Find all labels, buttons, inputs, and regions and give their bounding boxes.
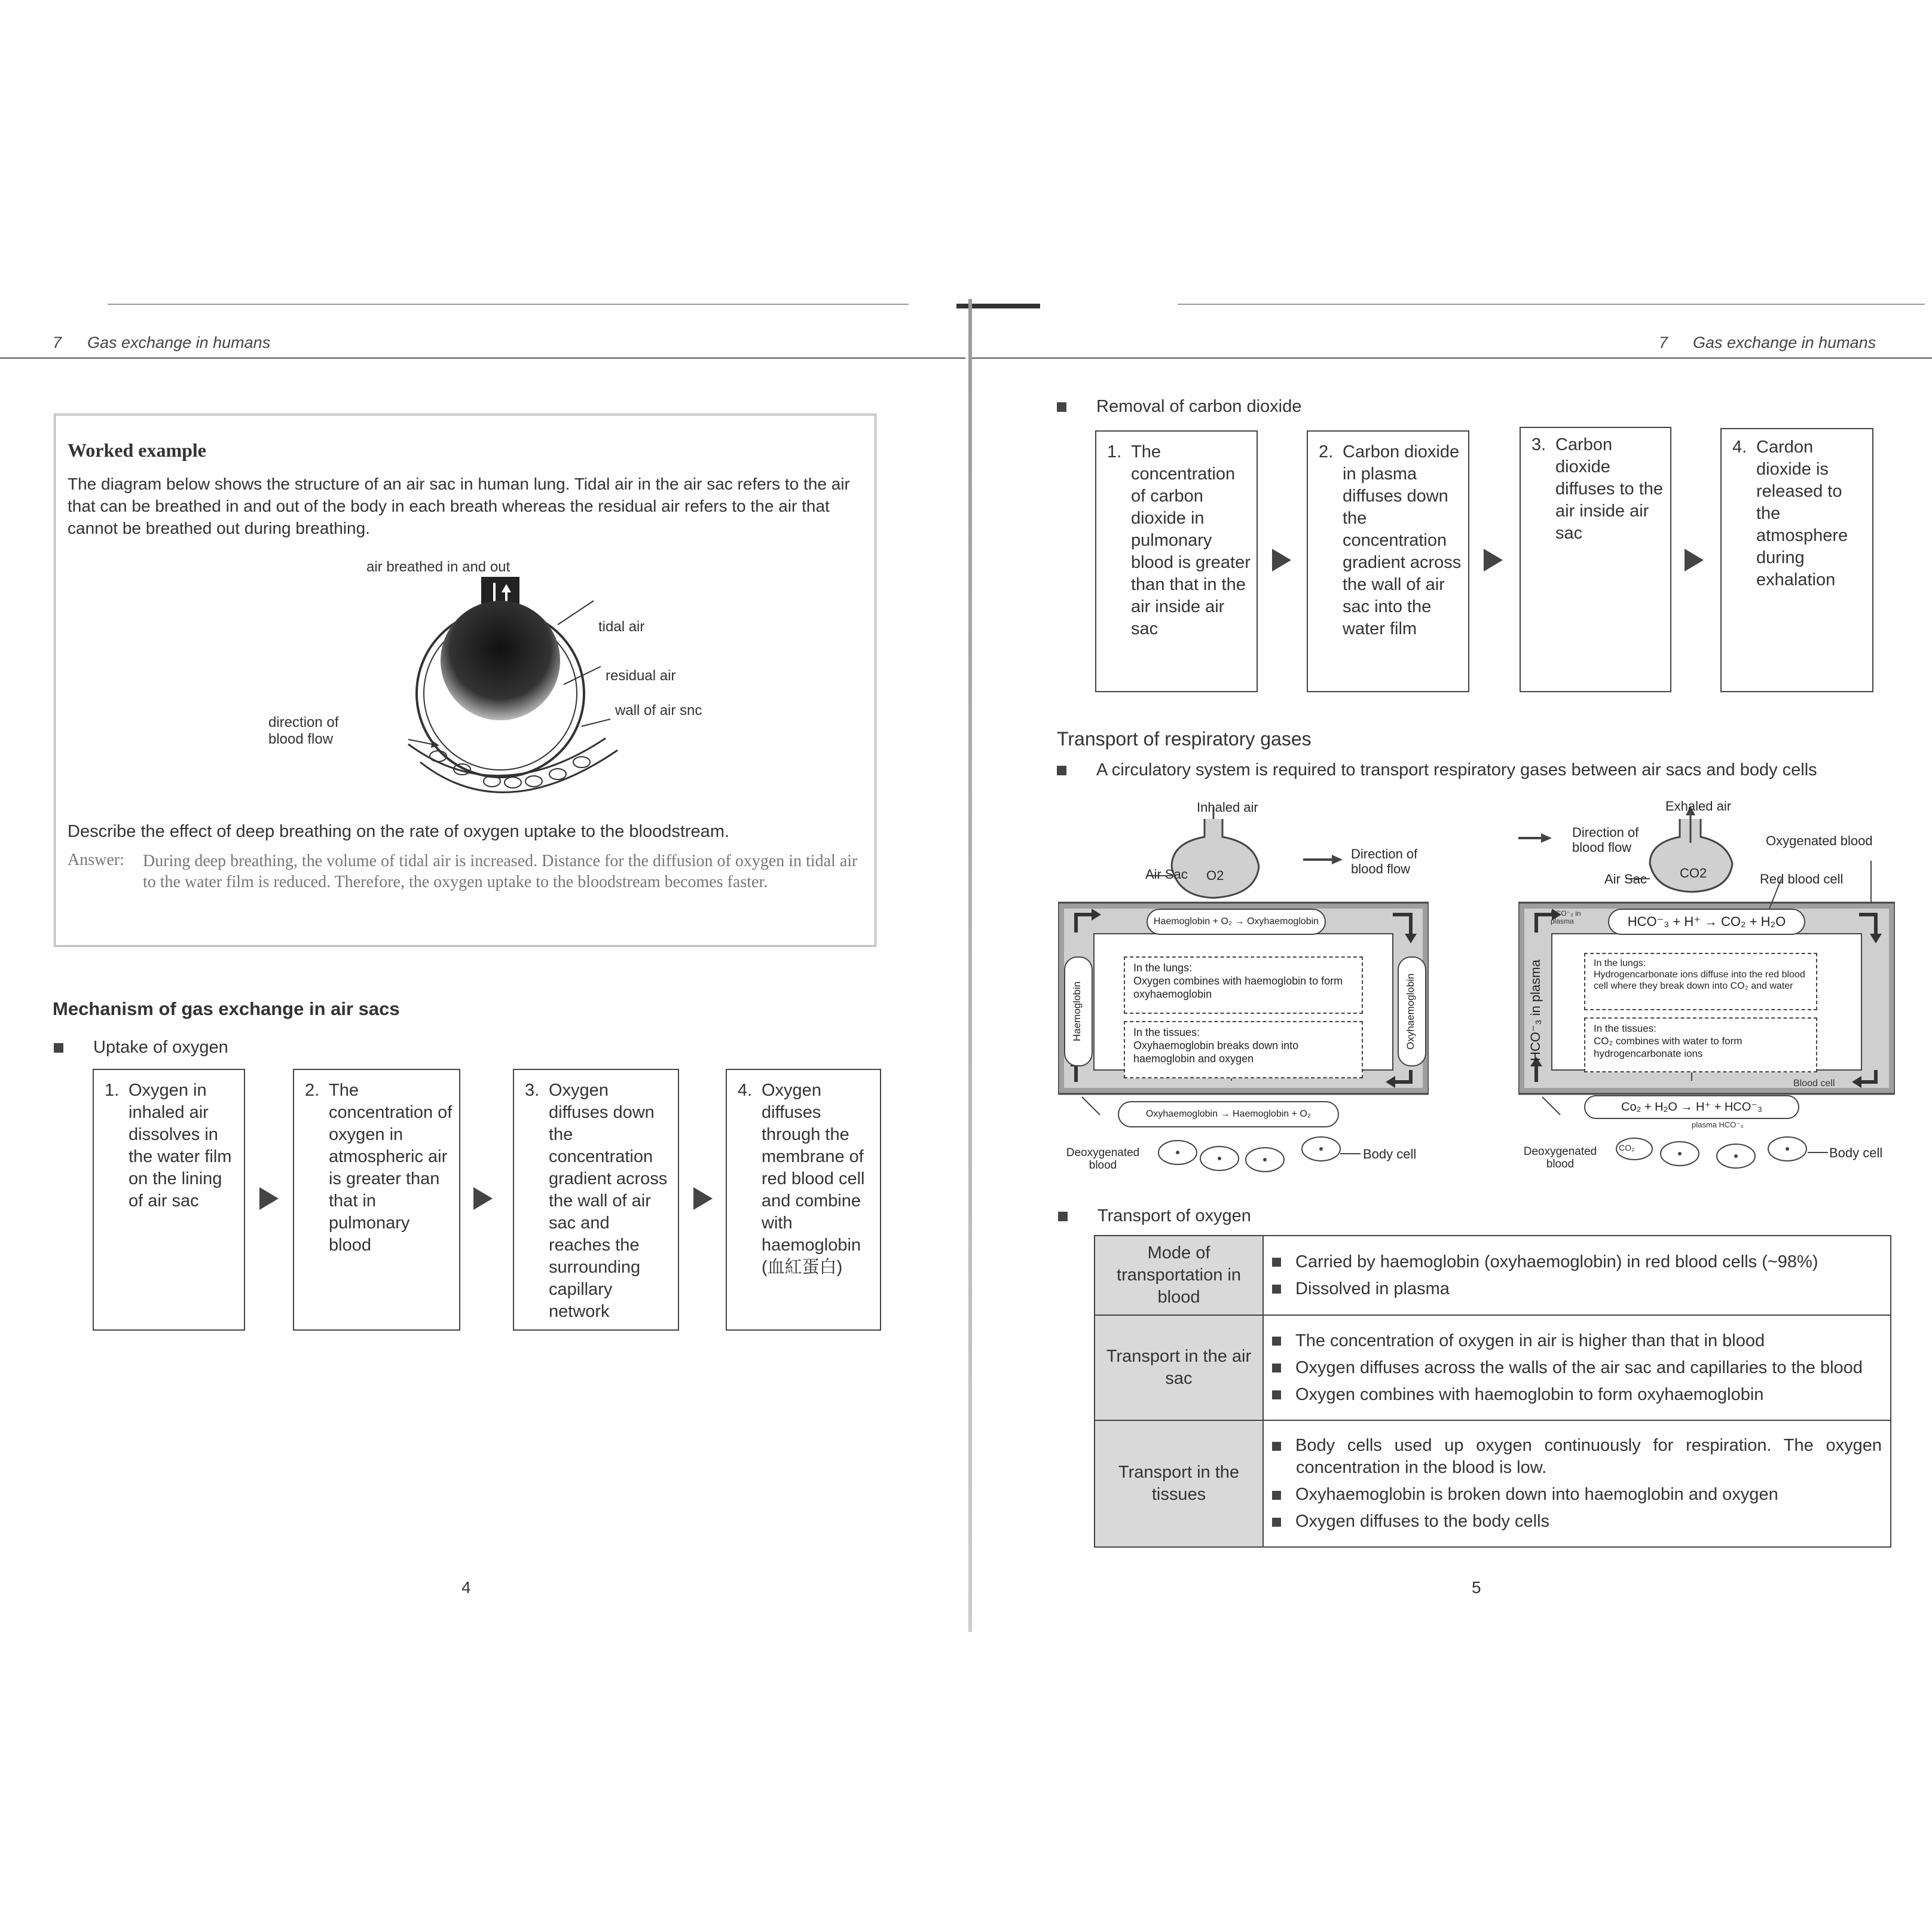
uptake-step-4: 4. Oxygen diffuses through the membrane of red blood cell and combine with haemoglobin (血紅蛋白) xyxy=(726,1069,881,1331)
row-header: Transport in the air sac xyxy=(1095,1315,1263,1420)
label-tidal-air: tidal air xyxy=(598,619,645,635)
eq-hco3-to-co2: HCO⁻₃ + H⁺ → CO₂ + H₂O xyxy=(1608,909,1805,935)
label-hco3-in-plasma-vertical: HCO⁻₃ in plasma xyxy=(1528,959,1543,1061)
removal-step-1: 1. The concentration of carbon dioxide in pulmonary blood is greater than that in the air inside air sac xyxy=(1095,430,1258,692)
label-co2: CO2 xyxy=(1680,866,1707,881)
label-wall-air-sac: wall of air snc xyxy=(615,702,702,719)
page-number-right: 5 xyxy=(1472,1578,1481,1597)
worked-question: Describe the effect of deep breathing on the rate of oxygen uptake to the bloodstream. xyxy=(68,822,730,841)
label-deoxygenated-blood-right: Deoxygenated blood xyxy=(1523,1145,1597,1170)
label-air-breathed: air breathed in and out xyxy=(366,559,510,575)
lungs-note-right: In the lungs: Hydrogencarbonate ions diffuse into the red blood cell where they break down into CO₂ and water xyxy=(1584,953,1817,1010)
worked-answer: During deep breathing, the volume of tidal air is increased. Distance for the diffusion of oxygen in tidal air to the water film is reduced. Therefore, the oxygen uptake to the bloodstream becomes faster. xyxy=(143,852,858,891)
label-oxyhaemoglobin-vertical: Oxyhaemoglobin xyxy=(1398,956,1426,1066)
table-row xyxy=(1095,1315,1891,1420)
label-body-cell-right: Body cell xyxy=(1829,1145,1883,1160)
lungs-note: In the lungs: Oxygen combines with haemoglobin to form oxyhaemoglobin xyxy=(1124,956,1363,1014)
removal-step-4: 4. Cardon dioxide is released to the atmosphere during exhalation xyxy=(1720,428,1873,692)
tissues-note: In the tissues: Oxyhaemoglobin breaks down into haemoglobin and oxygen xyxy=(1124,1021,1363,1078)
label-red-blood-cell: Red blood cell xyxy=(1760,872,1844,886)
row-body: Carried by haemoglobin (oxyhaemoglobin) in red blood cells (~98%) Dissolved in plasma xyxy=(1263,1236,1891,1315)
label-haemoglobin-vertical: Haemoglobin xyxy=(1064,956,1093,1066)
arrow-right-icon xyxy=(1272,549,1291,571)
header-chapter-num: 7 xyxy=(53,334,62,351)
label-exhaled-air: Exhaled air xyxy=(1665,799,1732,814)
label-o2: O2 xyxy=(1206,868,1224,883)
table-row xyxy=(1095,1236,1891,1315)
worked-example-box xyxy=(54,414,876,947)
label-blood-flow: direction of blood flow xyxy=(268,714,339,747)
removal-step-3: 3. Carbon dioxide diffuses to the air inside air sac xyxy=(1520,427,1671,692)
label-air-sac: Air Sac xyxy=(1145,867,1188,882)
uptake-step-1: 1. Oxygen in inhaled air dissolves in the water film on the lining of air sac xyxy=(93,1069,245,1331)
tissues-note-right: In the tissues: CO₂ combines with water to form hydrogencarbonate ions xyxy=(1584,1017,1817,1072)
air-sac-diagram xyxy=(235,547,773,810)
label-co2-small: CO₂ xyxy=(1619,1143,1635,1153)
transport-bullet: A circulatory system is required to transport respiratory gases between air sacs and body cells xyxy=(1057,760,1817,780)
header-chapter-title-right: Gas exchange in humans xyxy=(1693,334,1876,351)
label-body-cell: Body cell xyxy=(1363,1147,1417,1161)
worked-example-text: The diagram below shows the structure of an air sac in human lung. Tidal air in the air sac refers to the air that can be breathed in and out of the body in each breath whereas the residual air refers to the air that cannot be breathed out during breathing. xyxy=(68,475,850,537)
label-hco3-plasma-small: HCO⁻₃ in plasma xyxy=(1551,909,1581,925)
table-row xyxy=(1095,1420,1891,1547)
transport-title: Transport of respiratory gases xyxy=(1057,728,1312,750)
arrow-right-icon xyxy=(693,1187,713,1210)
row-body: Body cells used up oxygen continuously for respiration. The oxygen concentration in the blood is low. Oxyhaemoglobin is broken down into haemoglobin and oxygen Oxygen diffuses to the body cells xyxy=(1263,1420,1891,1547)
label-residual-air: residual air xyxy=(606,668,676,684)
uptake-step-3: 3. Oxygen diffuses down the concentration gradient across the wall of air sac and reaches the surrounding capillary network xyxy=(513,1069,679,1331)
oxygen-transport-diagram xyxy=(1058,795,1429,1178)
arrow-right-icon xyxy=(1484,549,1503,571)
label-deoxygenated-blood: Deoxygenated blood xyxy=(1066,1147,1140,1172)
worked-example-title: Worked example xyxy=(68,439,206,461)
header-chapter-num-right: 7 xyxy=(1659,334,1668,351)
oxygen-transport-heading: Transport of oxygen xyxy=(1058,1206,1251,1226)
row-header: Mode of transportation in blood xyxy=(1095,1236,1263,1315)
eq-co2-to-hco3: Co₂ + H₂O → H⁺ + HCO⁻₃ xyxy=(1584,1095,1799,1119)
label-direction-blood-flow: Direction of blood flow xyxy=(1351,846,1418,876)
co2-transport-diagram xyxy=(1518,795,1895,1178)
pill-oxy-to-haemoglobin: Oxyhaemoglobin → Haemoglobin + O₂ xyxy=(1118,1101,1339,1127)
label-direction-blood-flow-right: Direction of blood flow xyxy=(1572,825,1639,855)
arrow-right-icon xyxy=(473,1187,493,1210)
page-number-left: 4 xyxy=(461,1578,471,1597)
row-header: Transport in the tissues xyxy=(1095,1420,1263,1547)
arrow-right-icon xyxy=(1685,549,1704,571)
arrow-right-icon xyxy=(259,1187,279,1210)
pill-haemoglobin-to-oxy: Haemoglobin + O₂ → Oxyhaemoglobin xyxy=(1147,909,1326,935)
label-inhaled-air: Inhaled air xyxy=(1197,800,1258,815)
header-chapter-title: Gas exchange in humans xyxy=(87,334,271,351)
oxygen-transport-table xyxy=(1094,1235,1891,1548)
row-body: The concentration of oxygen in air is higher than that in blood Oxygen diffuses across the walls of the air sac and capillaries to the blood Oxygen combines with haemoglobin to form oxyhaemoglobin xyxy=(1263,1315,1891,1420)
uptake-step-2: 2. The concentration of oxygen in atmospheric air is greater than that in pulmonary blood xyxy=(293,1069,460,1331)
label-blood-cell: Blood cell xyxy=(1793,1078,1835,1089)
uptake-heading: Uptake of oxygen xyxy=(54,1038,228,1057)
answer-label: Answer: xyxy=(68,851,124,869)
label-oxygenated-blood: Oxygenated blood xyxy=(1766,833,1873,848)
mechanism-title: Mechanism of gas exchange in air sacs xyxy=(53,998,400,1019)
label-air-sac-right: Air Sac xyxy=(1604,872,1647,886)
label-plasma-hco3: plasma HCO⁻₃ xyxy=(1692,1120,1744,1129)
removal-heading: Removal of carbon dioxide xyxy=(1057,397,1301,417)
removal-step-2: 2. Carbon dioxide in plasma diffuses down the concentration gradient across the wall of air sac into the water film xyxy=(1307,430,1469,692)
book-gutter xyxy=(968,299,972,1632)
